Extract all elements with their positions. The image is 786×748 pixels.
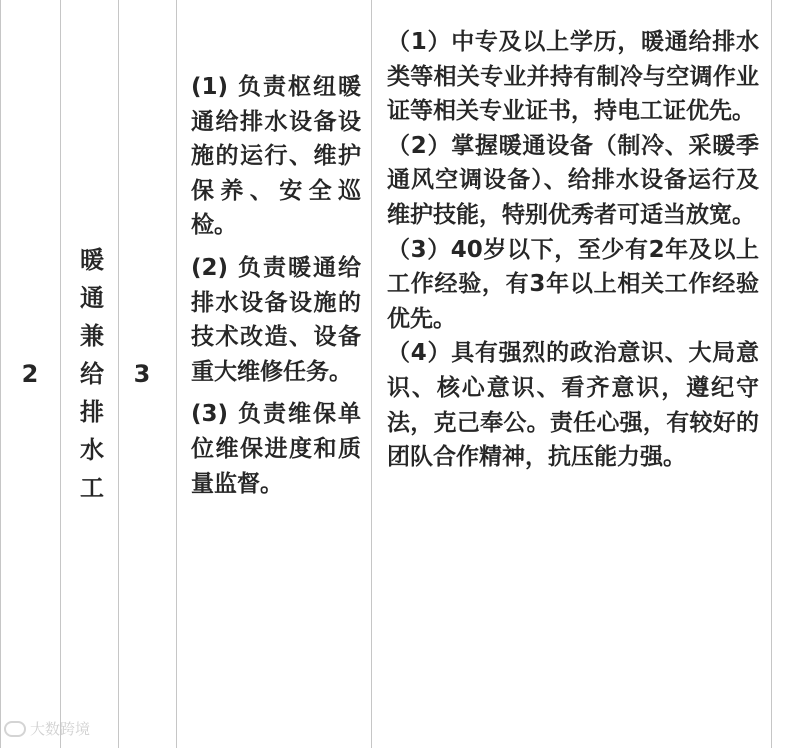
- requirement-item: （2）掌握暖通设备（制冷、采暖季通风空调设备）、给排水设备运行及维护技能，特别优秀者可适当放宽。: [387, 132, 759, 228]
- watermark-text: 大数跨境: [30, 720, 91, 738]
- row-index: 2: [21, 360, 39, 388]
- position-char: 通: [80, 284, 104, 312]
- position-char: 兼: [80, 322, 104, 350]
- position-title: [68, 0, 116, 748]
- column-divider: [371, 0, 372, 748]
- position-char: 排: [80, 398, 104, 426]
- duty-item: (2) 负责暖通给排水设备设施的技术改造、设备重大维修任务。: [191, 254, 361, 385]
- requirement-item: （3）40岁以下，至少有2年及以上工作经验，有3年以上相关工作经验优先。: [387, 236, 759, 332]
- table-border-right: [771, 0, 772, 748]
- column-divider: [176, 0, 177, 748]
- requirement-item: （1）中专及以上学历，暖通给排水类等相关专业并持有制冷与空调作业证等相关专业证书，持电工证优先。: [387, 29, 759, 125]
- position-char: 水: [80, 436, 104, 464]
- requirement-item: （4）具有强烈的政治意识、大局意识、核心意识、看齐意识，遵纪守法，克己奉公。责任心强，有较好的团队合作精神，抗压能力强。: [387, 340, 759, 471]
- duty-item: (1) 负责枢纽暖通给排水设备设施的运行、维护保养、安全巡检。: [191, 74, 361, 239]
- watermark-logo-icon: [4, 721, 26, 737]
- duties-cell: [191, 70, 361, 509]
- requirements-cell: [387, 25, 759, 475]
- watermark: [4, 718, 90, 739]
- headcount: 3: [133, 360, 151, 388]
- position-char: 给: [80, 360, 104, 388]
- position-char: 工: [80, 474, 104, 502]
- duty-item: (3) 负责维保单位维保进度和质量监督。: [191, 401, 361, 497]
- position-char: 暖: [80, 246, 104, 274]
- column-divider: [60, 0, 61, 748]
